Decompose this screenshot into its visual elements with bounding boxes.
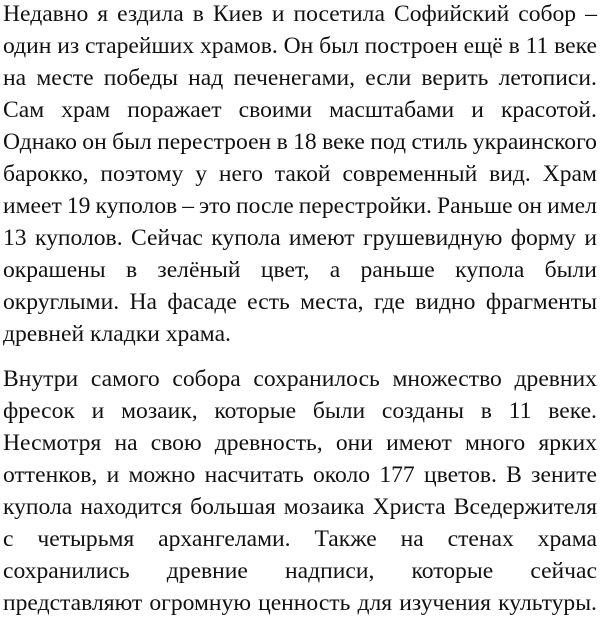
text-line: сохранились древние надписи, которые сейчас	[3, 558, 597, 584]
text-line: Внутри самого собора сохранилось множество древних	[3, 366, 597, 392]
text-line: один из старейших храмов. Он был построен ещё в 11 веке	[3, 33, 597, 59]
text-line: фресок и мозаик, которые были созданы в 11 веке.	[3, 398, 597, 424]
text-line: Однако он был перестроен в 18 веке под стиль украинского	[3, 129, 597, 155]
text-line: барокко, поэтому у него такой современный вид. Храм	[3, 161, 597, 187]
text-line: окрашены в зелёный цвет, а раньше купола были	[3, 257, 597, 283]
text-line: округлыми. На фасаде есть места, где видно фрагменты	[3, 289, 597, 315]
text-line: оттенков, и можно насчитать около 177 цветов. В зените	[3, 462, 597, 488]
text-line: на месте победы над печенегами, если верить летописи.	[3, 65, 597, 91]
text-line: имеет 19 куполов – это после перестройки. Раньше он имел	[3, 193, 597, 219]
text-line: купола находится большая мозаика Христа Вседержителя	[3, 494, 597, 520]
text-line: представляют огромную ценность для изучения культуры.	[3, 590, 597, 616]
text-line: Несмотря на свою древность, они имеют много ярких	[3, 430, 597, 456]
text-line: древней кладки храма.	[3, 321, 231, 347]
text-line: с четырьмя архангелами. Также на стенах храма	[3, 526, 597, 552]
text-line: 13 куполов. Сейчас купола имеют грушевидную форму и	[3, 225, 597, 251]
text-line: Сам храм поражает своими масштабами и красотой.	[3, 97, 597, 123]
text-line: Недавно я ездила в Киев и посетила Софийский собор –	[3, 1, 597, 27]
